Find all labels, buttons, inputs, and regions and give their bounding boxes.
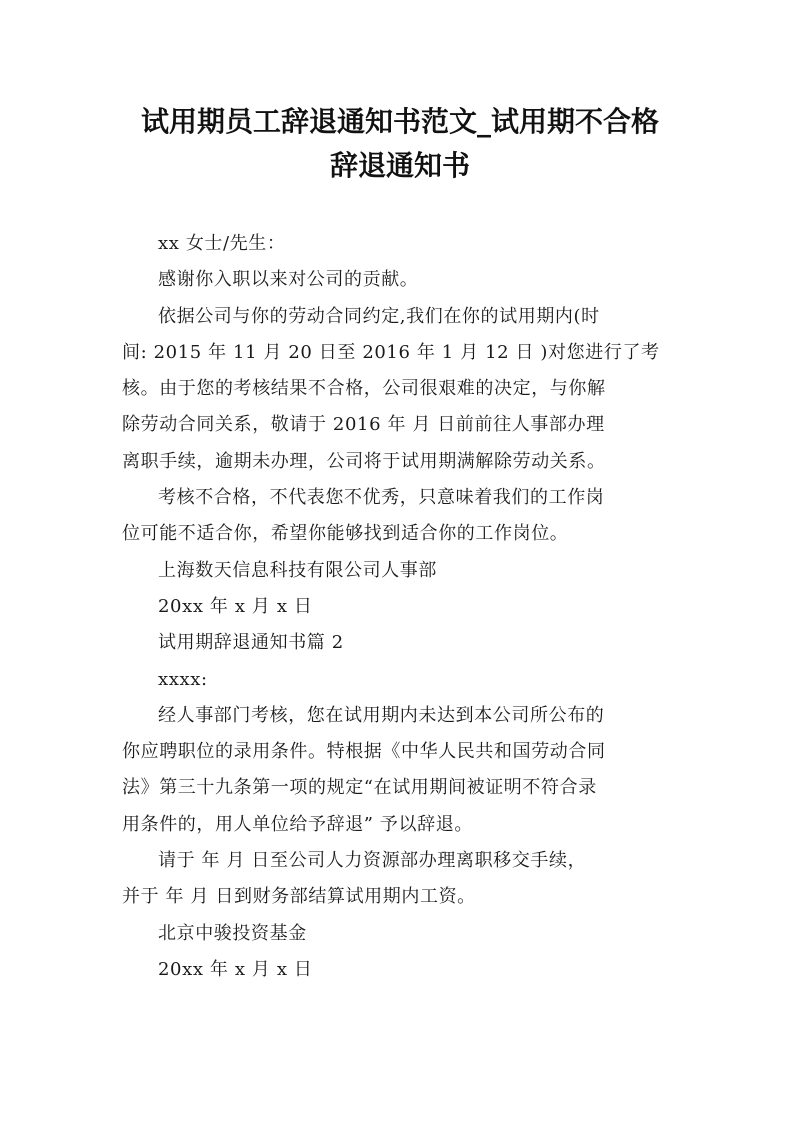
text-line: 法》第三十九条第一项的规定“在试用期间被证明不符合录	[122, 777, 597, 799]
text-line: 考核不合格，不代表您不优秀，只意味着我们的工作岗	[158, 487, 605, 509]
text-line: 经人事部门考核，您在试用期内未达到本公司所公布的	[158, 704, 605, 726]
letter1-date: 20xx 年 x 月 x 日	[158, 595, 313, 617]
letter2-date: 20xx 年 x 月 x 日	[158, 958, 313, 980]
letter2-signature: 北京中骏投资基金	[158, 922, 307, 944]
text-line: 间: 2015 年 11 月 20 日至 2016 年 1 月 12 日 )对您进行了考	[122, 341, 660, 363]
text-line: 用条件的，用人单位给予辞退” 予以辞退。	[122, 813, 473, 835]
text-line: 请于 年 月 日至公司人力资源部办理离职移交手续，	[158, 850, 587, 872]
letter2-salutation: xxxx:	[158, 668, 208, 690]
letter2-paragraph-2	[122, 843, 682, 916]
letter1-paragraph-2	[122, 480, 682, 553]
text-line: 你应聘职位的录用条件。特根据《中华人民共和国劳动合同	[122, 741, 606, 763]
document-body	[122, 226, 682, 988]
text-line: 位可能不适合你，希望你能够找到适合你的工作岗位。	[122, 523, 569, 545]
letter2-paragraph-1	[122, 698, 682, 843]
text-line: 除劳动合同关系，敬请于 2016 年 月 日前前往人事部办理	[122, 414, 605, 436]
text-line: 并于 年 月 日到财务部结算试用期内工资。	[122, 886, 476, 908]
text-line: 核。由于您的考核结果不合格，公司很艰难的决定，与你解	[122, 378, 606, 400]
letter1-signature: 上海数天信息科技有限公司人事部	[158, 559, 437, 581]
page-title-line-1: 试用期员工辞退通知书范文_试用期不合格	[140, 105, 659, 138]
letter1-paragraph-1	[122, 299, 682, 480]
text-line: 离职手续，逾期未办理，公司将于试用期满解除劳动关系。	[122, 450, 606, 472]
letter1-salutation: xx 女士/先生：	[158, 233, 286, 254]
page-title-line-2: 辞退通知书	[329, 149, 470, 182]
section-heading: 试用期辞退通知书篇 2	[158, 632, 344, 654]
text-line: 依据公司与你的劳动合同约定,我们在你的试用期内(时	[158, 305, 600, 327]
letter1-thanks: 感谢你入职以来对公司的贡献。	[158, 269, 419, 291]
